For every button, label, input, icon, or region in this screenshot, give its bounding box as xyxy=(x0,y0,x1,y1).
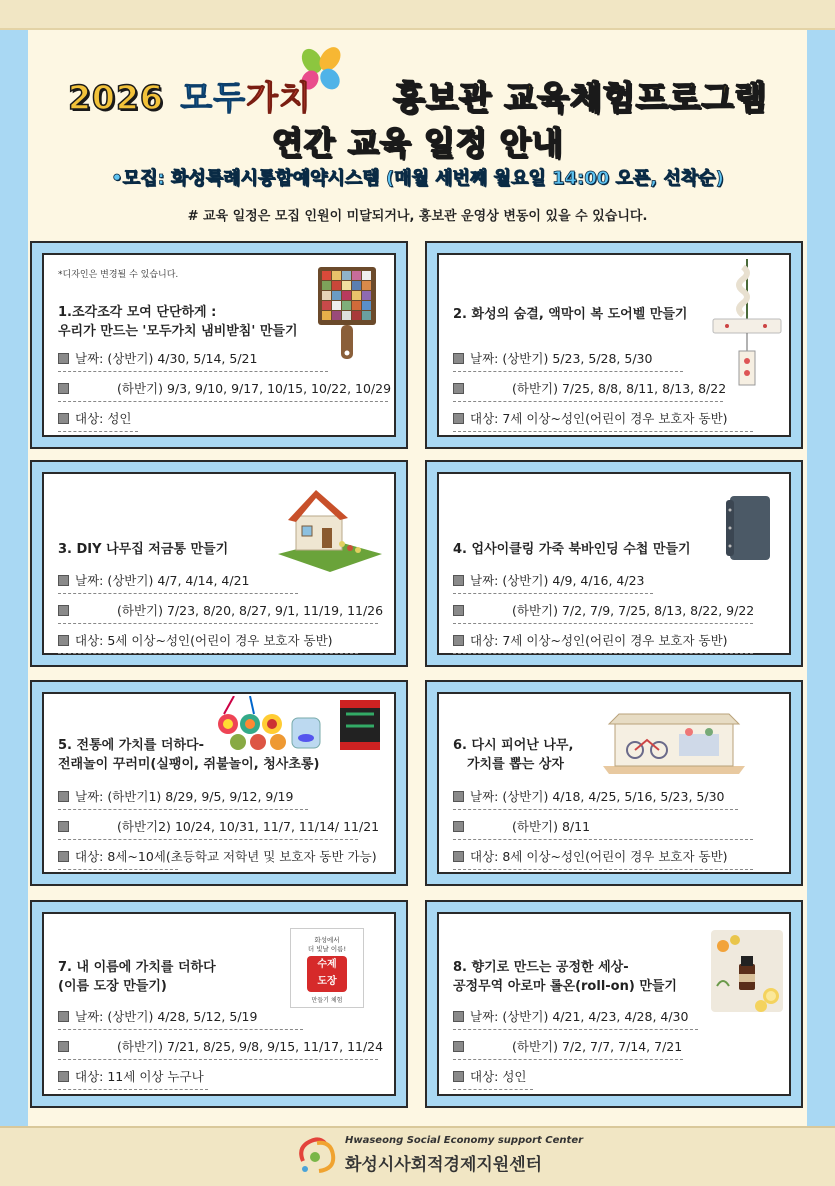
dates: 7/2, 7/7, 7/14, 7/21 xyxy=(561,1039,683,1054)
target-row xyxy=(58,847,377,869)
divider xyxy=(453,869,753,870)
target-row xyxy=(58,1067,204,1089)
target-row xyxy=(453,631,728,653)
stamp-seal-line-2: 도장 xyxy=(317,976,337,987)
date-row-h1 xyxy=(58,349,257,371)
target-value: 성인 xyxy=(107,411,132,426)
target-label: 대상: xyxy=(75,633,104,648)
left-band xyxy=(0,30,28,1126)
date-row-h1 xyxy=(453,349,652,371)
date-row-h1 xyxy=(453,1007,688,1029)
program-title-line-2: 가치를 뽑는 상자 xyxy=(467,757,564,772)
date-row-h2 xyxy=(58,601,383,623)
period-label: (상반기) xyxy=(107,573,154,588)
target-value: 5세 이상~성인(어린이 경우 보호자 동반) xyxy=(107,633,333,648)
date-label: 날짜: xyxy=(470,1009,499,1024)
program-title xyxy=(58,958,216,996)
target-row xyxy=(58,631,333,653)
program-card-4 xyxy=(425,460,803,667)
wooden-box-image xyxy=(599,710,749,774)
program-title-line-2: 전래놀이 꾸러미(실팽이, 쥐불놀이, 청사초롱) xyxy=(58,757,320,772)
program-card-2-inner xyxy=(437,253,791,437)
checkbox-icon xyxy=(453,1041,464,1052)
dates: 4/30, 5/14, 5/21 xyxy=(157,351,258,366)
checkbox-icon xyxy=(58,1071,69,1082)
program-title-line-1: 2. 화성의 숨결, 액막이 복 도어벨 만들기 xyxy=(453,307,688,322)
program-title xyxy=(453,305,687,324)
date-row-h2 xyxy=(453,601,754,623)
stamp-red-seal xyxy=(307,956,347,992)
target-value: 성인 xyxy=(502,1069,527,1084)
period-label: (하반기) xyxy=(117,603,163,618)
program-card-5-inner xyxy=(42,692,396,874)
program-card-5 xyxy=(30,680,408,886)
center-logo-icon xyxy=(295,1131,341,1175)
program-card-4-inner xyxy=(437,472,791,655)
period-label: (하반기2) xyxy=(117,819,171,834)
program-card-7 xyxy=(30,900,408,1108)
checkbox-icon xyxy=(58,1011,69,1022)
date-row-h2 xyxy=(453,379,726,401)
checkbox-icon xyxy=(453,575,464,586)
aroma-rollon-image xyxy=(709,926,785,1016)
date-row-h2 xyxy=(453,1037,682,1059)
dates: 7/21, 8/25, 9/8, 9/15, 11/17, 11/24 xyxy=(166,1039,384,1054)
checkbox-icon xyxy=(58,413,69,424)
stamp-poster-line-2: 더 빛날 이름! xyxy=(307,945,347,953)
target-label: 대상: xyxy=(75,849,104,864)
divider xyxy=(453,809,738,810)
checkbox-icon xyxy=(453,635,464,646)
stamp-poster-bottom: 만들기 체험 xyxy=(311,997,343,1004)
checkbox-icon xyxy=(58,851,69,862)
dates: 4/28, 5/12, 5/19 xyxy=(157,1009,258,1024)
divider xyxy=(453,1089,533,1090)
dates: 4/9, 4/16, 4/23 xyxy=(552,573,645,588)
target-row xyxy=(453,409,728,431)
program-card-1 xyxy=(30,241,408,449)
program-title-line-1: 1.조각조각 모여 단단하게 : xyxy=(58,305,217,320)
checkbox-icon xyxy=(453,413,464,424)
stamp-poster-line-1: 화성에서 xyxy=(314,936,340,944)
program-title xyxy=(453,540,691,559)
target-label: 대상: xyxy=(470,849,499,864)
right-band xyxy=(807,30,835,1126)
checkbox-icon xyxy=(453,791,464,802)
program-card-2 xyxy=(425,241,803,449)
program-title-line-1: 8. 향기로 만드는 공정한 세상- xyxy=(453,960,629,975)
checkbox-icon xyxy=(453,353,464,364)
program-title xyxy=(453,736,573,774)
program-title xyxy=(453,958,677,996)
target-value: 7세 이상~성인(어린이 경우 보호자 동반) xyxy=(502,633,728,648)
dates: 9/3, 9/10, 9/17, 10/15, 10/22, 10/29 xyxy=(166,381,392,396)
divider xyxy=(58,1089,208,1090)
divider xyxy=(453,1029,698,1030)
target-row xyxy=(58,409,132,431)
target-label: 대상: xyxy=(470,1069,499,1084)
divider xyxy=(58,1029,303,1030)
divider xyxy=(58,593,298,594)
target-row xyxy=(453,847,728,869)
period-label: (하반기) xyxy=(512,381,558,396)
program-title-line-1: 7. 내 이름에 가치를 더하다 xyxy=(58,960,216,975)
divider xyxy=(58,623,378,624)
target-value: 8세~10세(초등학교 저학년 및 보호자 동반 가능) xyxy=(107,849,377,864)
trivet-image xyxy=(314,263,382,363)
title-rest: 홍보관 교육체험프로그램 xyxy=(392,78,768,117)
period-label: (상반기) xyxy=(107,1009,154,1024)
divider xyxy=(453,653,753,654)
main-title xyxy=(0,72,835,119)
divider xyxy=(58,371,328,372)
divider xyxy=(58,869,178,870)
checkbox-icon xyxy=(58,383,69,394)
divider xyxy=(453,431,753,432)
divider xyxy=(453,839,753,840)
date-row-h1 xyxy=(58,1007,257,1029)
footer-org-english: Hwaseong Social Economy support Center xyxy=(345,1135,584,1146)
checkbox-icon xyxy=(58,635,69,646)
schedule-notice: # 교육 일정은 모집 인원이 미달되거나, 홍보관 운영상 변동이 있을 수 있습니다. xyxy=(187,209,648,224)
program-title-line-2: 공정무역 아로마 롤온(roll-on) 만들기 xyxy=(453,979,677,994)
target-value: 7세 이상~성인(어린이 경우 보호자 동반) xyxy=(502,411,728,426)
subtitle: 연간 교육 일정 안내 xyxy=(271,124,564,162)
checkbox-icon xyxy=(58,791,69,802)
period-label: (하반기1) xyxy=(107,789,162,804)
divider xyxy=(453,371,683,372)
divider xyxy=(58,809,308,810)
checkbox-icon xyxy=(58,821,69,832)
checkbox-icon xyxy=(453,821,464,832)
date-label: 날짜: xyxy=(470,789,499,804)
dates: 7/23, 8/20, 8/27, 9/1, 11/19, 11/26 xyxy=(166,603,384,618)
date-label: 날짜: xyxy=(470,573,499,588)
brand-part-1: 모두 xyxy=(180,78,247,117)
date-label: 날짜: xyxy=(75,1009,104,1024)
program-title-line-2: (이름 도장 만들기) xyxy=(58,979,167,994)
checkbox-icon xyxy=(453,1011,464,1022)
dates: 8/29, 9/5, 9/12, 9/19 xyxy=(165,789,294,804)
dates: 4/18, 4/25, 5/16, 5/23, 5/30 xyxy=(552,789,725,804)
date-row-h2 xyxy=(58,379,391,401)
target-label: 대상: xyxy=(470,411,499,426)
divider xyxy=(453,593,653,594)
period-label: (상반기) xyxy=(502,1009,549,1024)
period-label: (하반기) xyxy=(512,603,558,618)
program-title-line-2: 우리가 만드는 '모두가치 냄비받침' 만들기 xyxy=(58,324,298,339)
checkbox-icon xyxy=(58,605,69,616)
period-label: (하반기) xyxy=(117,381,163,396)
checkbox-icon xyxy=(453,851,464,862)
design-note: *디자인은 변경될 수 있습니다. xyxy=(58,270,179,280)
traditional-toys-image xyxy=(214,696,394,754)
title-year: 2026 xyxy=(67,78,164,117)
program-title-line-1: 3. DIY 나무집 저금통 만들기 xyxy=(58,542,229,557)
top-strip xyxy=(0,0,835,30)
program-title xyxy=(58,303,298,341)
dates: 4/21, 4/23, 4/28, 4/30 xyxy=(552,1009,689,1024)
period-label: (하반기) xyxy=(512,1039,558,1054)
dates: 8/11 xyxy=(561,819,591,834)
program-card-8-inner xyxy=(437,912,791,1096)
leather-notebook-image xyxy=(724,494,774,564)
date-row-h1 xyxy=(453,571,645,593)
dates: 10/24, 10/31, 11/7, 11/14/ 11/21 xyxy=(174,819,380,834)
brand-name xyxy=(180,78,312,117)
date-row-h2 xyxy=(453,817,590,839)
date-label: 날짜: xyxy=(75,789,104,804)
program-title-line-1: 6. 다시 피어난 나무, xyxy=(453,738,574,753)
program-card-7-inner xyxy=(42,912,396,1096)
target-row xyxy=(453,1067,527,1089)
date-row-h1 xyxy=(58,571,250,593)
program-card-3-inner xyxy=(42,472,396,655)
divider xyxy=(58,839,358,840)
period-label: (상반기) xyxy=(107,351,154,366)
date-row-h1 xyxy=(453,787,724,809)
program-card-1-inner xyxy=(42,253,396,437)
date-label: 날짜: xyxy=(75,573,104,588)
period-label: (상반기) xyxy=(502,573,549,588)
program-title-line-1: 5. 전통에 가치를 더하다- xyxy=(58,738,204,753)
divider xyxy=(453,1059,683,1060)
date-row-h2 xyxy=(58,817,379,839)
period-label: (상반기) xyxy=(502,351,549,366)
brand-part-2: 가치 xyxy=(246,78,312,117)
date-label: 날짜: xyxy=(75,351,104,366)
program-title-line-1: 4. 업사이클링 가죽 북바인딩 수첩 만들기 xyxy=(453,542,691,557)
date-label: 날짜: xyxy=(470,351,499,366)
target-label: 대상: xyxy=(470,633,499,648)
date-row-h2 xyxy=(58,1037,383,1059)
program-card-6-inner xyxy=(437,692,791,874)
target-value: 11세 이상 누구나 xyxy=(107,1069,204,1084)
period-label: (상반기) xyxy=(502,789,549,804)
name-stamp-poster xyxy=(290,928,364,1008)
divider xyxy=(58,431,138,432)
program-card-8 xyxy=(425,900,803,1108)
checkbox-icon xyxy=(58,353,69,364)
divider xyxy=(58,401,388,402)
program-card-6 xyxy=(425,680,803,886)
dates: 5/23, 5/28, 5/30 xyxy=(552,351,653,366)
dates: 4/7, 4/14, 4/21 xyxy=(157,573,250,588)
doorbell-image xyxy=(707,259,787,389)
footer-org-korean: 화성시사회적경제지원센터 xyxy=(345,1155,543,1175)
checkbox-icon xyxy=(58,575,69,586)
target-label: 대상: xyxy=(75,1069,104,1084)
period-label: (하반기) xyxy=(117,1039,163,1054)
program-card-3 xyxy=(30,460,408,667)
divider xyxy=(58,1059,378,1060)
period-label: (하반기) xyxy=(512,819,558,834)
dates: 7/25, 8/8, 8/11, 8/13, 8/22 xyxy=(561,381,727,396)
wooden-house-image xyxy=(272,484,384,574)
target-value: 8세 이상~성인(어린이 경우 보호자 동반) xyxy=(502,849,728,864)
program-title xyxy=(58,540,228,559)
checkbox-icon xyxy=(58,1041,69,1052)
divider xyxy=(453,401,723,402)
stamp-seal-line-1: 수제 xyxy=(317,959,337,970)
dates: 7/2, 7/9, 7/25, 8/13, 8/22, 9/22 xyxy=(561,603,755,618)
recruit-info: •모집: 화성특례시통합예약시스템 (매월 세번째 월요일 14:00 오픈, 선착순) xyxy=(111,168,724,189)
date-row-h1 xyxy=(58,787,293,809)
target-label: 대상: xyxy=(75,411,104,426)
checkbox-icon xyxy=(453,383,464,394)
checkbox-icon xyxy=(453,605,464,616)
divider xyxy=(58,653,358,654)
checkbox-icon xyxy=(453,1071,464,1082)
divider xyxy=(453,623,753,624)
